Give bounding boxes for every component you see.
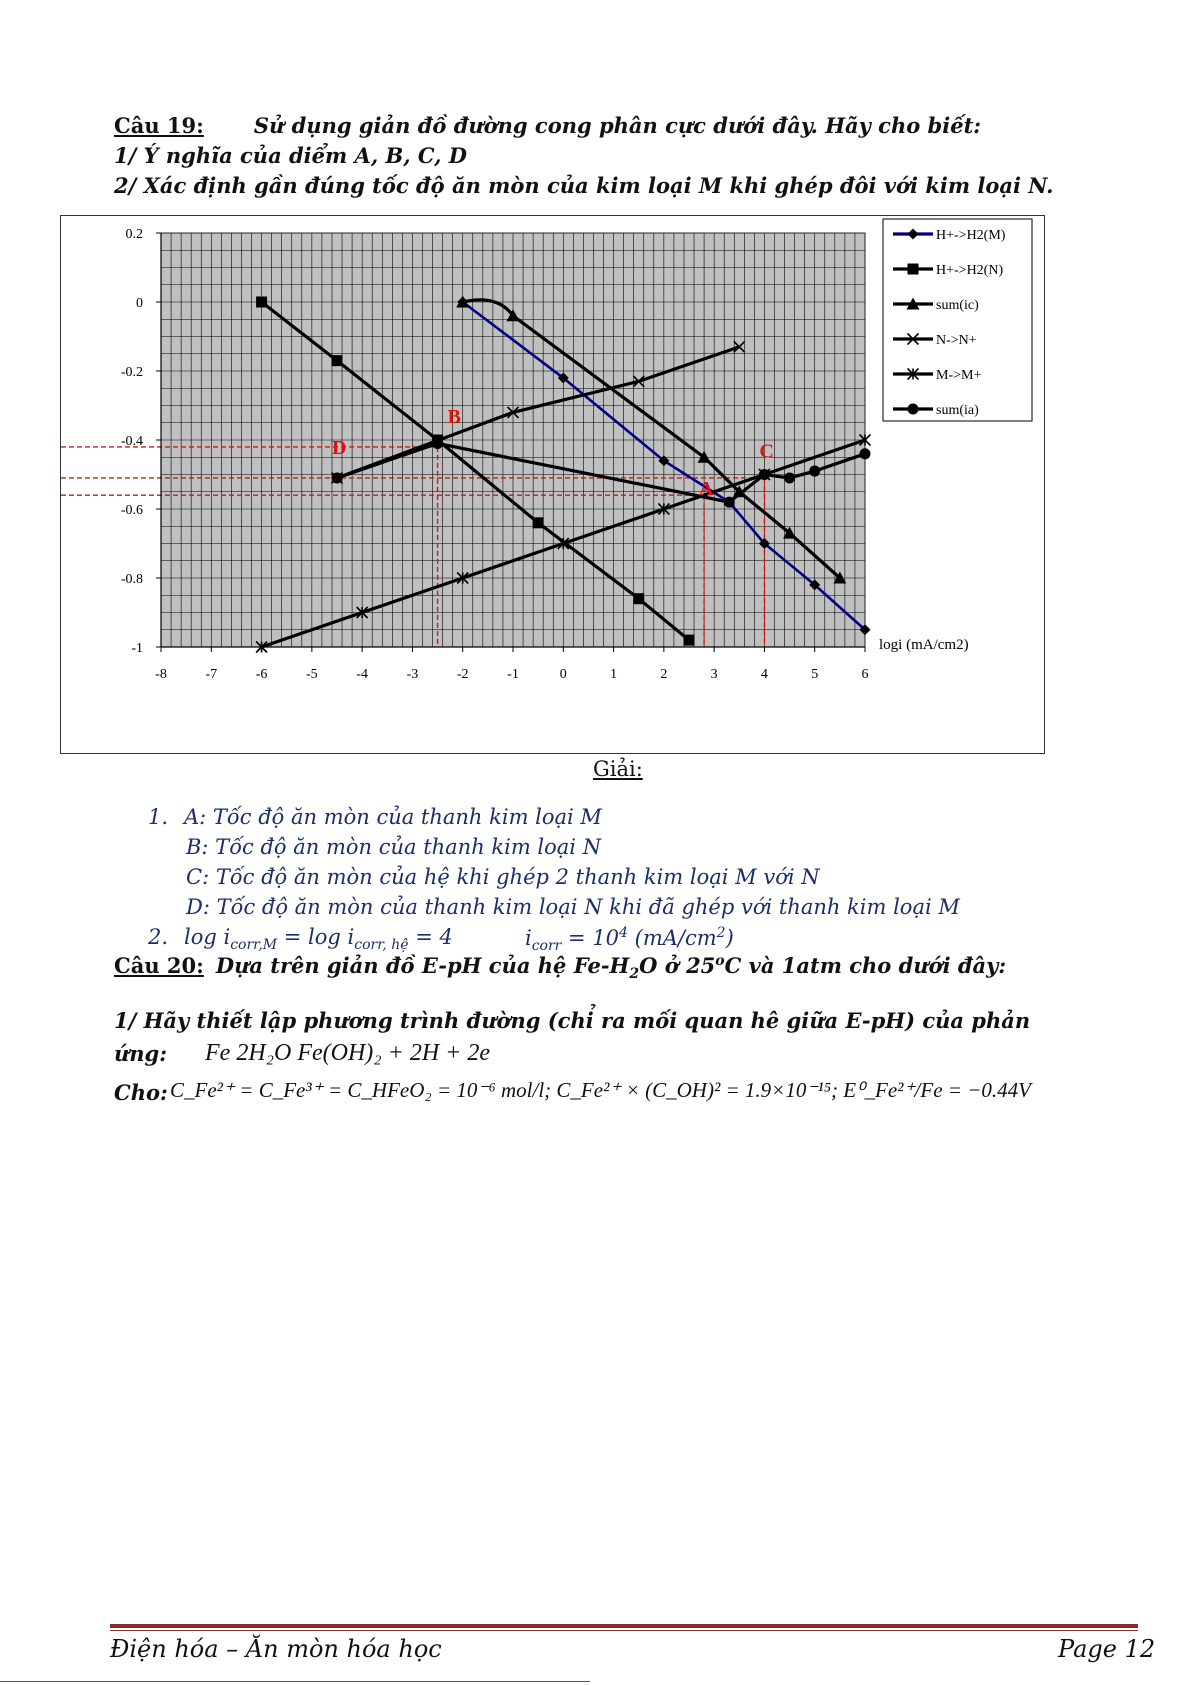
x-tick-label: 6 (861, 667, 869, 682)
legend-label: H+->H2(M) (936, 228, 1006, 243)
solution-icorr-equation: $i_{corr} = 10^4$ $(mA/cm^2)$ (525, 925, 734, 955)
question20-given-equation: C_Fe²⁺ = C_Fe³⁺ = C_HFeO₂ = 10⁻⁶ mol/l; C_Fe²⁺ × (C_OH)² = 1.9×10⁻¹⁵; E⁰_Fe²⁺/Fe = −0.44V (170, 1078, 1031, 1102)
question20-given-label: Cho: (114, 1080, 168, 1105)
question20-reaction-equation: Fe 2H₂O Fe(OH)₂ + 2H + 2e (205, 1040, 490, 1066)
data-point (860, 448, 871, 459)
polarization-chart (60, 215, 1045, 754)
footer-page-number: Page 12 (1058, 1635, 1156, 1663)
annotation-point-c: C (759, 440, 774, 463)
legend-label: N->N+ (936, 333, 977, 348)
x-tick-label: 1 (610, 667, 618, 682)
y-tick-label: -0.8 (120, 572, 143, 587)
y-tick-label: -0.4 (120, 434, 143, 449)
legend-label: H+->H2(N) (936, 263, 1004, 278)
solution-point-c: C: Tốc độ ăn mòn của hệ khi ghép 2 thanh kim loại M với N (186, 865, 820, 889)
solution-title: Giải: (593, 757, 643, 781)
solution-log-equation: $\log i_{corr,M} = \log i_{corr, hệ} = 4$ (184, 925, 453, 954)
annotation-point-b: B (447, 405, 461, 428)
annotation-point-a: A (699, 478, 714, 501)
data-point (533, 517, 544, 528)
y-tick-label: 0 (136, 296, 143, 311)
y-tick-label: -1 (131, 641, 143, 656)
data-point (684, 635, 695, 646)
chart-svg (61, 216, 1044, 753)
solution-point-a: A: Tốc độ ăn mòn của thanh kim loại M (184, 805, 602, 829)
solution-n2: 2. (148, 925, 169, 949)
footer-rule-thin (110, 1630, 1138, 1631)
question20-item1: 1/ Hãy thiết lập phương trình đường (chỉ ra mối quan hê giữa E-pH) của phản (114, 1008, 1031, 1033)
data-point (908, 404, 919, 415)
x-tick-label: 5 (811, 667, 819, 682)
y-tick-label: -0.2 (120, 365, 143, 380)
x-tick-label: -4 (356, 667, 368, 682)
x-axis-label: logi (mA/cm2) (879, 637, 969, 653)
data-point (633, 593, 644, 604)
footer-rule-thick (110, 1624, 1138, 1628)
solution-point-d: D: Tốc độ ăn mòn của thanh kim loại N khi đã ghép với thanh kim loại M (186, 895, 960, 919)
x-tick-label: 4 (760, 667, 768, 682)
solution-point-b: B: Tốc độ ăn mòn của thanh kim loại N (186, 835, 602, 859)
x-tick-label: -5 (306, 667, 318, 682)
x-tick-label: -1 (507, 667, 519, 682)
question20-reaction-label: ứng: (114, 1041, 167, 1066)
data-point (784, 472, 795, 483)
question19-item1: 1/ Ý nghĩa của diểm A, B, C, D (114, 143, 468, 168)
footer-title: Điện hóa – Ăn mòn hóa học (110, 1635, 442, 1663)
data-point (332, 355, 343, 366)
question19-title (114, 113, 981, 138)
data-point (724, 497, 735, 508)
x-tick-label: -6 (255, 667, 268, 682)
legend-label: sum(ia) (936, 403, 979, 418)
solution-n1: 1. (148, 805, 169, 829)
y-tick-label: 0.2 (125, 227, 143, 242)
x-tick-label: 2 (660, 667, 668, 682)
x-tick-label: 3 (710, 667, 718, 682)
question20-title: Câu 20: Dựa trên giản đồ E-pH của hệ $Fe-H_2O$ ở 25$^o$C và 1atm cho dưới đây: (114, 953, 1007, 983)
question19-text: Sử dụng giản đồ đường cong phân cực dưới đây. Hãy cho biết: (253, 113, 982, 138)
data-point (432, 438, 443, 449)
x-tick-label: -7 (205, 667, 218, 682)
data-point (332, 472, 343, 483)
bottom-rule (0, 1681, 590, 1682)
question19-item2: 2/ Xác định gần đúng tốc độ ăn mòn của kim loại M khi ghép đôi với kim loại N. (114, 173, 1054, 198)
y-tick-label: -0.6 (120, 503, 143, 518)
data-point (759, 469, 770, 480)
data-point (908, 264, 919, 275)
data-point (256, 297, 267, 308)
annotation-point-d: D (331, 436, 347, 459)
x-tick-label: -8 (155, 667, 167, 682)
question19-number: Câu 19: (114, 113, 204, 138)
legend-label: sum(ic) (936, 298, 979, 313)
data-point (809, 466, 820, 477)
x-tick-label: -2 (456, 667, 469, 682)
question20-number: Câu 20: (114, 953, 204, 978)
legend-label: M->M+ (936, 368, 982, 383)
legend-box (883, 219, 1032, 421)
x-tick-label: -3 (406, 667, 419, 682)
x-tick-label: 0 (559, 667, 567, 682)
